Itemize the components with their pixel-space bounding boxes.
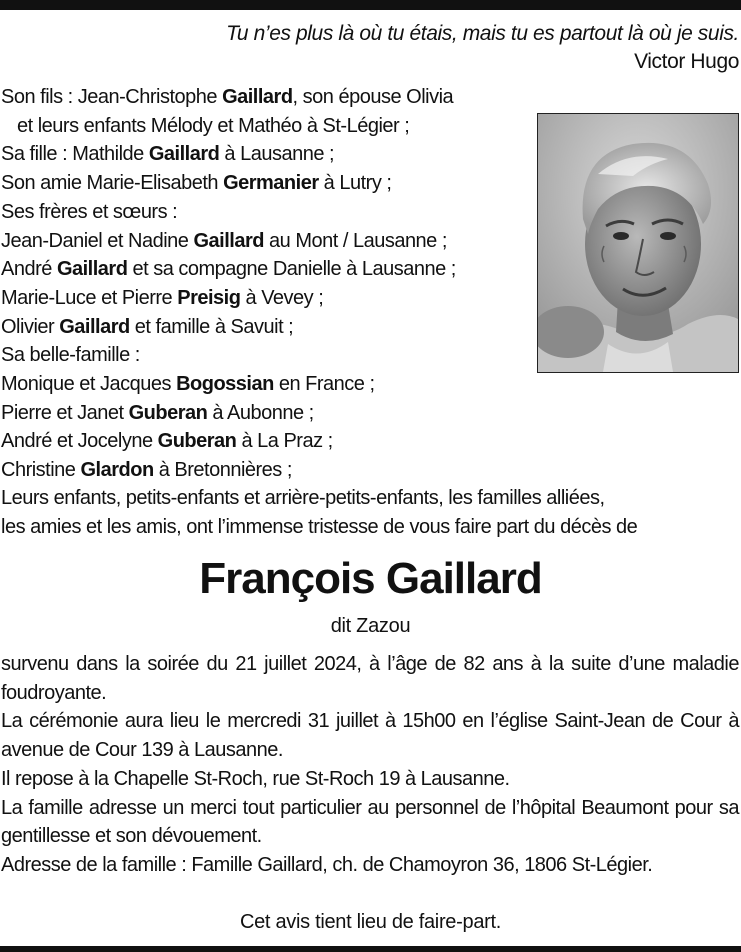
family-line-text: à Lausanne ; [219,143,335,166]
family-surname: Guberan [128,401,208,424]
family-surname: Gaillard [56,258,128,281]
family-line-text: à Lutry ; [318,172,392,195]
family-line [1,140,456,169]
family-line-text: et sa compagne Danielle à Lausanne ; [127,258,456,281]
epigraph-quote [226,20,739,76]
details-death-paragraph: survenu dans la soirée du 21 juillet 2024, à l’âge de 82 ans à la suite d’une maladie foudroyante. [1,653,739,704]
family-surname: Glardon [80,459,154,482]
closing-note: Cet avis tient lieu de faire-part. [239,911,502,933]
family-line-text: Monique et Jacques [1,373,177,396]
family-line-text: Ses frères et sœurs : [1,200,178,223]
family-surname: Gaillard [148,143,220,166]
portrait-photo [537,113,739,373]
family-line-text: à Vevey ; [240,286,324,309]
family-line-text: et famille à Savuit ; [129,315,294,338]
family-line [1,370,456,399]
family-line [1,456,456,485]
family-line-text: Olivier [1,315,60,338]
family-line-text: Sa fille : Mathilde [1,143,149,166]
intro-line-1: Leurs enfants, petits-enfants et arrière-petits-enfants, les familles alliées, [1,487,605,509]
details-address-paragraph: Adresse de la famille : Famille Gaillard, ch. de Chamoyron 36, 1806 St-Légier. [1,853,653,876]
family-line-text: Son fils : Jean-Christophe [1,86,223,108]
family-line [1,169,456,198]
top-border-rule [0,0,741,10]
family-line-text: à La Praz ; [236,430,333,453]
quote-author: Victor Hugo [634,50,739,73]
intro-line-2: les amies et les amis, ont l’immense tristesse de vous faire part du décès de [1,515,638,538]
family-line [1,227,456,256]
family-line [1,313,456,342]
family-line [1,427,456,456]
family-line-text: Pierre et Janet [1,401,129,424]
portrait-photo-icon [538,114,738,372]
family-line-text: Christine [1,459,81,482]
bottom-border-rule [0,946,741,952]
family-line-text: André et Jocelyne [1,430,158,453]
family-surname: Germanier [223,172,319,195]
family-line-text: Jean-Daniel et Nadine [1,229,194,252]
deceased-alias: dit Zazou [330,615,411,637]
family-line-text: à Aubonne ; [207,401,314,424]
family-line [1,112,456,141]
family-line [1,284,456,313]
details-repose-paragraph: Il repose à la Chapelle St-Roch, rue St-Roch 19 à Lausanne. [1,767,510,790]
details-ceremony-paragraph: La cérémonie aura lieu le mercredi 31 juillet à 15h00 en l’église Saint-Jean de Cour à avenue de Cour 139 à Lausanne. [1,710,739,762]
announcement-intro [1,484,739,541]
family-line [1,399,456,428]
family-list [1,83,456,485]
family-line-text: et leurs enfants Mélody et Mathéo à St-Légier ; [17,114,410,137]
family-line-text: Son amie Marie-Elisabeth [1,172,224,195]
family-line-text: en France ; [273,373,375,396]
deceased-name: François Gaillard [199,554,542,603]
family-surname: Bogossian [176,373,274,396]
family-surname: Guberan [157,430,237,453]
family-line-text: Sa belle-famille : [1,344,140,367]
family-surname: Preisig [177,286,241,309]
family-line [1,255,456,284]
family-line-text: , son épouse Olivia [292,86,454,108]
family-surname: Gaillard [222,86,293,108]
family-line-text: Marie-Luce et Pierre [1,286,178,309]
family-line [1,198,456,227]
announcement-details [1,650,739,880]
family-line [1,83,456,112]
family-line-text: à Bretonnières ; [153,459,292,482]
family-line [1,341,456,370]
quote-text: Tu n’es plus là où tu étais, mais tu es partout là où je suis. [226,22,739,45]
family-surname: Gaillard [193,229,264,252]
family-line-text: au Mont / Lausanne ; [263,229,447,252]
details-thanks-paragraph: La famille adresse un merci tout particulier au personnel de l’hôpital Beaumont pour sa gentillesse et son dévouement. [1,796,739,848]
family-surname: Gaillard [59,315,130,338]
family-line-text: André [1,258,57,281]
